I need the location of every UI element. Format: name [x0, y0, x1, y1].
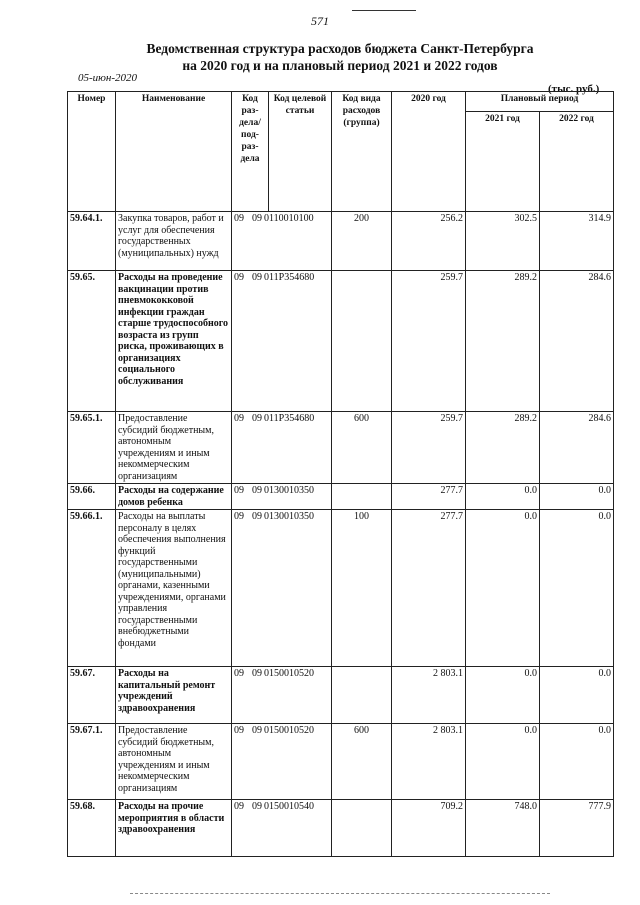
- row-value-2021: 289.2: [466, 412, 540, 484]
- row-section-code: 09: [234, 511, 244, 522]
- row-number: 59.65.1.: [68, 412, 116, 484]
- row-codes: [232, 510, 332, 667]
- row-name: Закупка товаров, работ и услуг для обеспечения государственных (муниципальных) нужд: [116, 212, 232, 271]
- page-number-rule: [352, 10, 416, 11]
- table-row: [68, 484, 614, 510]
- row-value-2020: 256.2: [392, 212, 466, 271]
- row-section-code: 09: [234, 668, 244, 679]
- row-value-2021: 302.5: [466, 212, 540, 271]
- table-row: [68, 724, 614, 800]
- row-number: 59.67.1.: [68, 724, 116, 800]
- row-subsection-code: 09: [252, 725, 262, 736]
- row-value-2022: 0.0: [540, 667, 614, 724]
- row-target-code: 0150010540: [264, 801, 314, 812]
- row-name: Расходы на прочие мероприятия в области здравоохранения: [116, 800, 232, 857]
- header-section: Код раз-дела/ под-раз-дела: [232, 92, 269, 212]
- header-type: Код вида расходов (группа): [332, 92, 392, 212]
- table-row: [68, 667, 614, 724]
- header-planned: Плановый период: [466, 92, 614, 112]
- row-value-2020: 709.2: [392, 800, 466, 857]
- row-subsection-code: 09: [252, 801, 262, 812]
- row-subsection-code: 09: [252, 413, 262, 424]
- row-value-2020: 2 803.1: [392, 724, 466, 800]
- row-section-code: 09: [234, 272, 244, 283]
- table-row: [68, 412, 614, 484]
- row-value-2020: 2 803.1: [392, 667, 466, 724]
- document-title: [40, 40, 640, 74]
- row-target-code: 0150010520: [264, 668, 314, 679]
- table-row: [68, 212, 614, 271]
- row-value-2022: 0.0: [540, 510, 614, 667]
- header-name: Наименование: [116, 92, 232, 212]
- row-number: 59.64.1.: [68, 212, 116, 271]
- row-subsection-code: 09: [252, 485, 262, 496]
- row-value-2022: 0.0: [540, 484, 614, 510]
- units-note: (тыс. руб.): [548, 83, 600, 95]
- row-value-2022: 284.6: [540, 412, 614, 484]
- row-value-2021: 0.0: [466, 484, 540, 510]
- row-name: Расходы на содержание домов ребенка: [116, 484, 232, 510]
- row-name: Предоставление субсидий бюджетным, автономным учреждениям и иным некоммерческим организациям: [116, 724, 232, 800]
- row-value-2020: 259.7: [392, 271, 466, 412]
- row-codes: [232, 412, 332, 484]
- header-2021: 2021 год: [466, 112, 540, 212]
- row-value-2022: 0.0: [540, 724, 614, 800]
- row-value-2020: 277.7: [392, 510, 466, 667]
- row-codes: [232, 800, 332, 857]
- row-target-code: 0130010350: [264, 511, 314, 522]
- table-body: [68, 212, 614, 857]
- row-value-2021: 289.2: [466, 271, 540, 412]
- row-type-code: [332, 667, 392, 724]
- row-value-2021: 0.0: [466, 667, 540, 724]
- row-target-code: 0150010520: [264, 725, 314, 736]
- row-value-2020: 259.7: [392, 412, 466, 484]
- row-subsection-code: 09: [252, 668, 262, 679]
- row-name: Расходы на капитальный ремонт учреждений здравоохранения: [116, 667, 232, 724]
- row-type-code: [332, 800, 392, 857]
- row-codes: [232, 212, 332, 271]
- row-value-2021: 748.0: [466, 800, 540, 857]
- row-codes: [232, 484, 332, 510]
- row-type-code: [332, 271, 392, 412]
- row-target-code: 0130010350: [264, 485, 314, 496]
- page-number: 571: [311, 14, 329, 28]
- row-value-2021: 0.0: [466, 510, 540, 667]
- row-codes: [232, 271, 332, 412]
- bottom-marks: [130, 893, 550, 895]
- row-number: 59.66.1.: [68, 510, 116, 667]
- row-value-2022: 284.6: [540, 271, 614, 412]
- table-row: [68, 510, 614, 667]
- row-number: 59.68.: [68, 800, 116, 857]
- row-number: 59.65.: [68, 271, 116, 412]
- row-target-code: 011P354680: [264, 272, 315, 283]
- row-name: Предоставление субсидий бюджетным, автономным учреждениям и иным некоммерческим организациям: [116, 412, 232, 484]
- row-type-code: 100: [332, 510, 392, 667]
- date-stamp: 05-июн-2020: [78, 72, 138, 84]
- header-2020: 2020 год: [392, 92, 466, 212]
- row-type-code: 200: [332, 212, 392, 271]
- row-name: Расходы на выплаты персоналу в целях обеспечения выполнения функций государственными (муниципальными) органами, казенными учреждениями, органами управления государственными внебюджетными фондами: [116, 510, 232, 667]
- row-subsection-code: 09: [252, 511, 262, 522]
- budget-table: [67, 91, 614, 857]
- header-number: Номер: [68, 92, 116, 212]
- row-value-2022: 777.9: [540, 800, 614, 857]
- row-type-code: 600: [332, 724, 392, 800]
- row-name: Расходы на проведение вакцинации против пневмококковой инфекции граждан старше трудоспособного возраста из групп риска, проживающих в организациях социального обслуживания: [116, 271, 232, 412]
- table-row: [68, 271, 614, 412]
- row-section-code: 09: [234, 413, 244, 424]
- row-value-2022: 314.9: [540, 212, 614, 271]
- row-value-2020: 277.7: [392, 484, 466, 510]
- table-row: [68, 800, 614, 857]
- row-subsection-code: 09: [252, 213, 262, 224]
- row-codes: [232, 667, 332, 724]
- row-target-code: 011P354680: [264, 413, 315, 424]
- row-type-code: [332, 484, 392, 510]
- row-section-code: 09: [234, 213, 244, 224]
- title-line-1: Ведомственная структура расходов бюджета Санкт-Петербурга: [146, 41, 534, 56]
- row-value-2021: 0.0: [466, 724, 540, 800]
- title-line-2: на 2020 год и на плановый период 2021 и 2022 годов: [182, 58, 498, 73]
- row-type-code: 600: [332, 412, 392, 484]
- row-section-code: 09: [234, 485, 244, 496]
- header-2022: 2022 год: [540, 112, 614, 212]
- row-section-code: 09: [234, 725, 244, 736]
- header-target: Код целевой статьи: [269, 92, 332, 212]
- row-number: 59.66.: [68, 484, 116, 510]
- row-target-code: 0110010100: [264, 213, 314, 224]
- row-subsection-code: 09: [252, 272, 262, 283]
- row-codes: [232, 724, 332, 800]
- row-number: 59.67.: [68, 667, 116, 724]
- row-section-code: 09: [234, 801, 244, 812]
